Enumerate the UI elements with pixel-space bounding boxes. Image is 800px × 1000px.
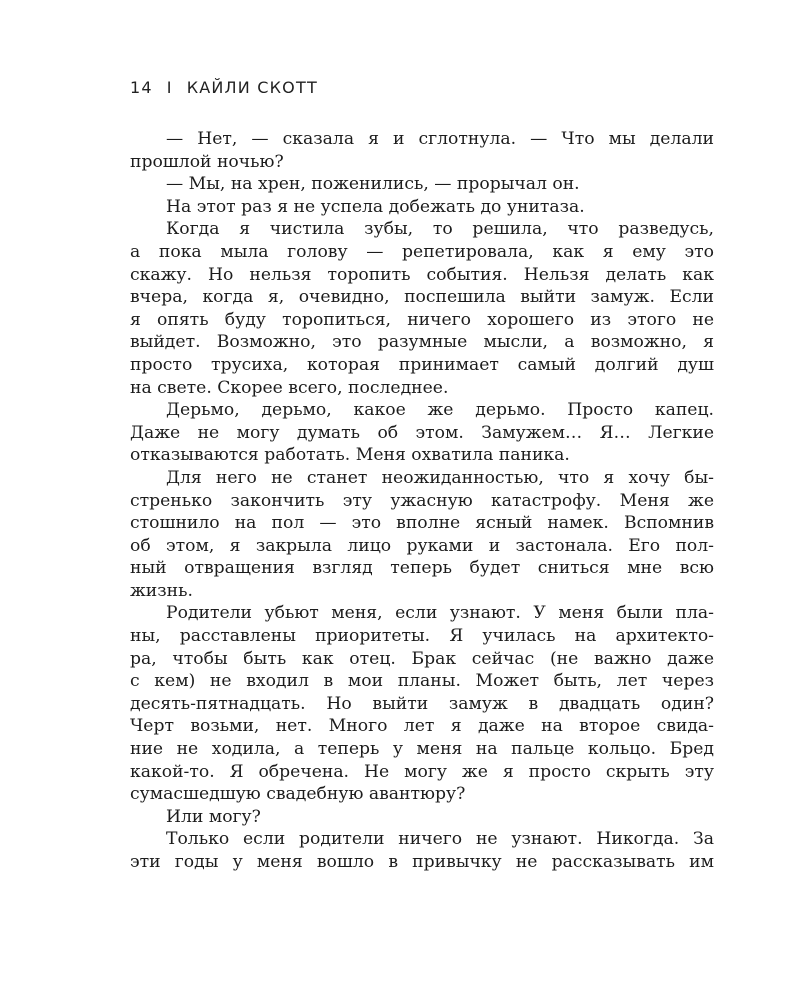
text-line: ны, расставлены приоритеты. Я училась на архитекто- [130, 626, 714, 647]
text-line: с кем) не входил в мои планы. Может быть, лет через [130, 671, 714, 692]
text-line: ный отвращения взгляд теперь будет сниться мне всю [130, 558, 714, 579]
text-line: — Нет, — сказала я и сглотнула. — Что мы делали [166, 129, 714, 149]
text-line: Когда я чистила зубы, то решила, что разведусь, [166, 219, 714, 240]
text-line: стренько закончить эту ужасную катастрофу. Меня же [130, 490, 714, 511]
text-line: стошнило на пол — это вполне ясный намек. Вспомнив [130, 513, 714, 534]
text-line: жизнь. [130, 580, 193, 601]
text-line: эти годы у меня вошло в привычку не рассказывать им [130, 852, 714, 872]
text-line: а пока мыла голову — репетировала, как я ему это [130, 241, 714, 262]
page-number: 14 [130, 78, 153, 97]
text-line: ра, чтобы быть как отец. Брак сейчас (не важно даже [130, 648, 714, 669]
text-line: десять-пятнадцать. Но выйти замуж в двадцать один? [130, 693, 714, 714]
text-line: Только если родители ничего не узнают. Никогда. За [166, 829, 714, 850]
text-line: На этот раз я не успела добежать до унитаза. [166, 196, 585, 217]
text-line: Дерьмо, дерьмо, какое же дерьмо. Просто капец. [166, 400, 714, 421]
text-line: отказываются работать. Меня охватила паника. [130, 445, 570, 466]
text-line: сумасшедшую свадебную авантюру? [130, 784, 466, 805]
text-line: ние не ходила, а теперь у меня на пальце кольцо. Бред [130, 739, 714, 760]
text-line: на свете. Скорее всего, последнее. [130, 377, 449, 398]
text-line: Или могу? [166, 806, 261, 827]
running-head [130, 78, 318, 97]
body-text [130, 128, 714, 874]
text-line: выйдет. Возможно, это разумные мысли, а возможно, я [130, 332, 714, 353]
text-line: об этом, я закрыла лицо руками и застонала. Его пол- [130, 535, 714, 556]
text-line: я опять буду торопиться, ничего хорошего из этого не [130, 309, 714, 330]
text-line: Черт возьми, нет. Много лет я даже на второе свида- [130, 716, 714, 737]
text-line: какой-то. Я обречена. Не могу же я просто скрыть эту [130, 761, 714, 782]
text-line: прошлой ночью? [130, 151, 284, 172]
text-line: вчера, когда я, очевидно, поспешила выйти замуж. Если [130, 287, 714, 308]
text-line: Для него не станет неожиданностью, что я хочу бы- [166, 467, 714, 488]
text-line: Даже не могу думать об этом. Замужем… Я… Легкие [130, 422, 714, 443]
header-separator: I [166, 78, 173, 97]
author-name: КАЙЛИ СКОТТ [186, 78, 318, 97]
text-line: — Мы, на хрен, поженились, — прорычал он. [166, 174, 580, 195]
text-line: скажу. Но нельзя торопить события. Нельзя делать как [130, 264, 714, 285]
text-line: Родители убьют меня, если узнают. У меня были пла- [166, 603, 714, 624]
text-line: просто трусиха, которая принимает самый долгий душ [130, 354, 714, 375]
